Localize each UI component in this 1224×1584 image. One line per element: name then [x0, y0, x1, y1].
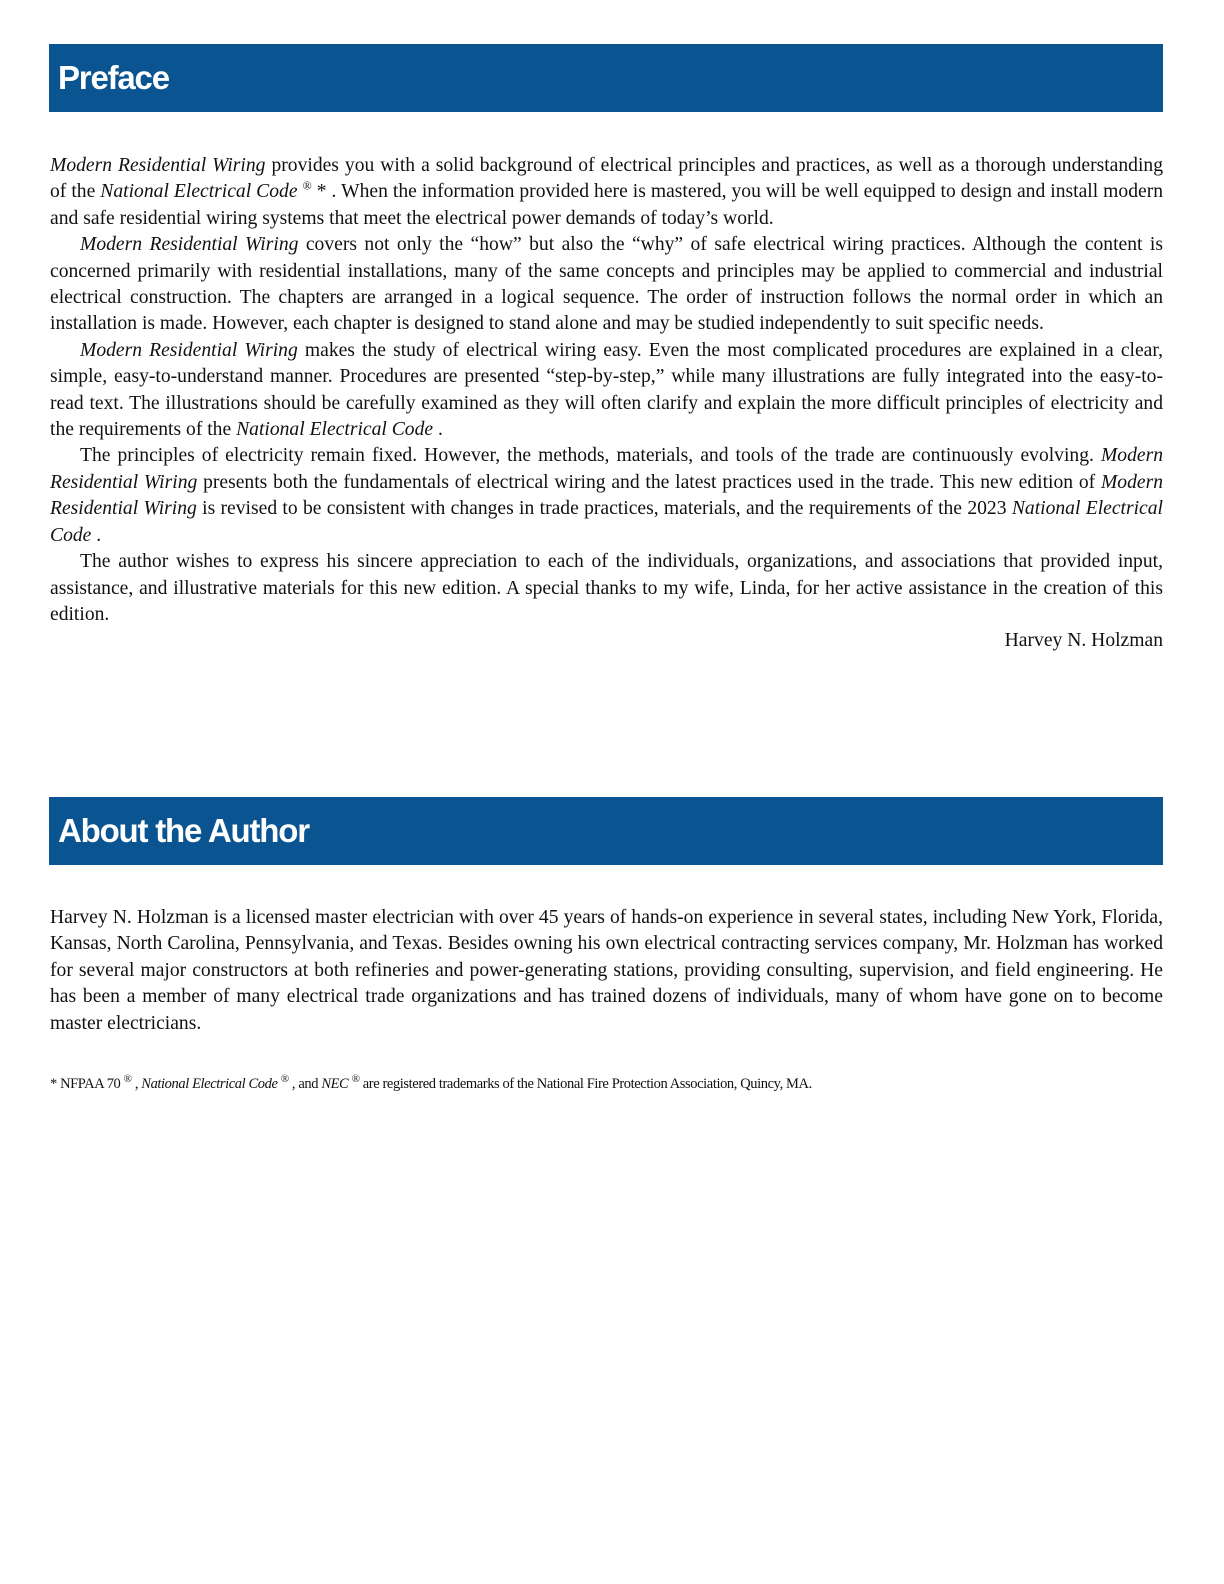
code-title: National Electrical Code	[50, 498, 1163, 546]
book-title: Modern Residential Wiring	[80, 234, 299, 256]
preface-body	[50, 153, 1163, 655]
about-author-body	[50, 905, 1163, 1037]
registered-mark: ®	[351, 1073, 360, 1086]
about-author-banner	[49, 797, 1163, 865]
preface-paragraph-4: The principles of electricity remain fixed. However, the methods, materials, and tools of the trade are continuously evolving. Modern Residential Wiring presents both the fundamentals of electrical wiring and the latest practices used in the trade. This new edition of Modern Residential Wiring is revised to be consistent with changes in trade practices, materials, and the requirements of the 2023 National Electrical Code .	[50, 445, 1163, 546]
preface-paragraph-1: Modern Residential Wiring provides you with a solid background of electrical principles and practices, as well as a thorough understanding of the National Electrical Code ® * . When the information provided here is mastered, you will be well equipped to design and install modern and safe residential wiring systems that meet the electrical power demands of today’s world.	[50, 155, 1164, 229]
preface-paragraph-5: The author wishes to express his sincere appreciation to each of the individuals, organizations, and associations that provided input, assistance, and illustrative materials for this new edition. A special thanks to my wife, Linda, for her active assistance in the creation of this edition.	[50, 551, 1163, 625]
preface-paragraph-3: Modern Residential Wiring makes the study of electrical wiring easy. Even the most complicated procedures are explained in a clear, simple, easy-to-understand manner. Procedures are presented “step-by-step,” while many illustrations are fully integrated into the easy-to-read text. The illustrations should be carefully examined as they will often clarify and explain the more difficult principles of electricity and the requirements of the National Electrical Code .	[50, 339, 1163, 441]
preface-banner	[49, 44, 1163, 112]
nec-title: NEC	[321, 1076, 349, 1092]
preface-heading: Preface	[58, 59, 169, 96]
about-author-paragraph: Harvey N. Holzman is a licensed master electrician with over 45 years of hands-on experience in several states, including New York, Florida, Kansas, North Carolina, Pennsylvania, and Texas. Besides owning his own electrical contracting services company, Mr. Holzman has worked for several major constructors at both refineries and power-generating stations, providing consulting, supervision, and field engineering. He has been a member of many electrical trade organizations and has trained dozens of individuals, many of whom have gone on to become master electricians.	[50, 907, 1163, 1034]
preface-paragraph-2: Modern Residential Wiring covers not only the “how” but also the “why” of safe electrical wiring practices. Although the content is concerned primarily with residential installations, many of the same concepts and principles may be applied to commercial and industrial electrical construction. The chapters are arranged in a logical sequence. The order of instruction follows the normal order in which an installation is made. However, each chapter is designed to stand alone and may be studied independently to suit specific needs.	[50, 234, 1163, 335]
book-title: Modern Residential Wiring	[50, 445, 1163, 493]
code-title: National Electrical Code	[141, 1076, 278, 1092]
code-title: National Electrical Code	[236, 419, 434, 441]
code-title: National Electrical Code	[100, 181, 298, 203]
book-title: Modern Residential Wiring	[50, 155, 266, 176]
book-title: Modern Residential Wiring	[50, 471, 1163, 520]
trademark-footnote: * NFPAA 70 ® , National Electrical Code ® , and NEC ® are registered trademarks of the National Fire Protection Association, Quincy, MA.	[50, 1073, 812, 1092]
author-signature: Harvey N. Holzman	[1004, 630, 1163, 652]
registered-mark: ®	[302, 178, 312, 193]
about-author-heading: About the Author	[58, 812, 309, 849]
book-title: Modern Residential Wiring	[80, 339, 298, 361]
registered-mark: ®	[280, 1073, 289, 1086]
registered-mark: ®	[123, 1073, 132, 1086]
